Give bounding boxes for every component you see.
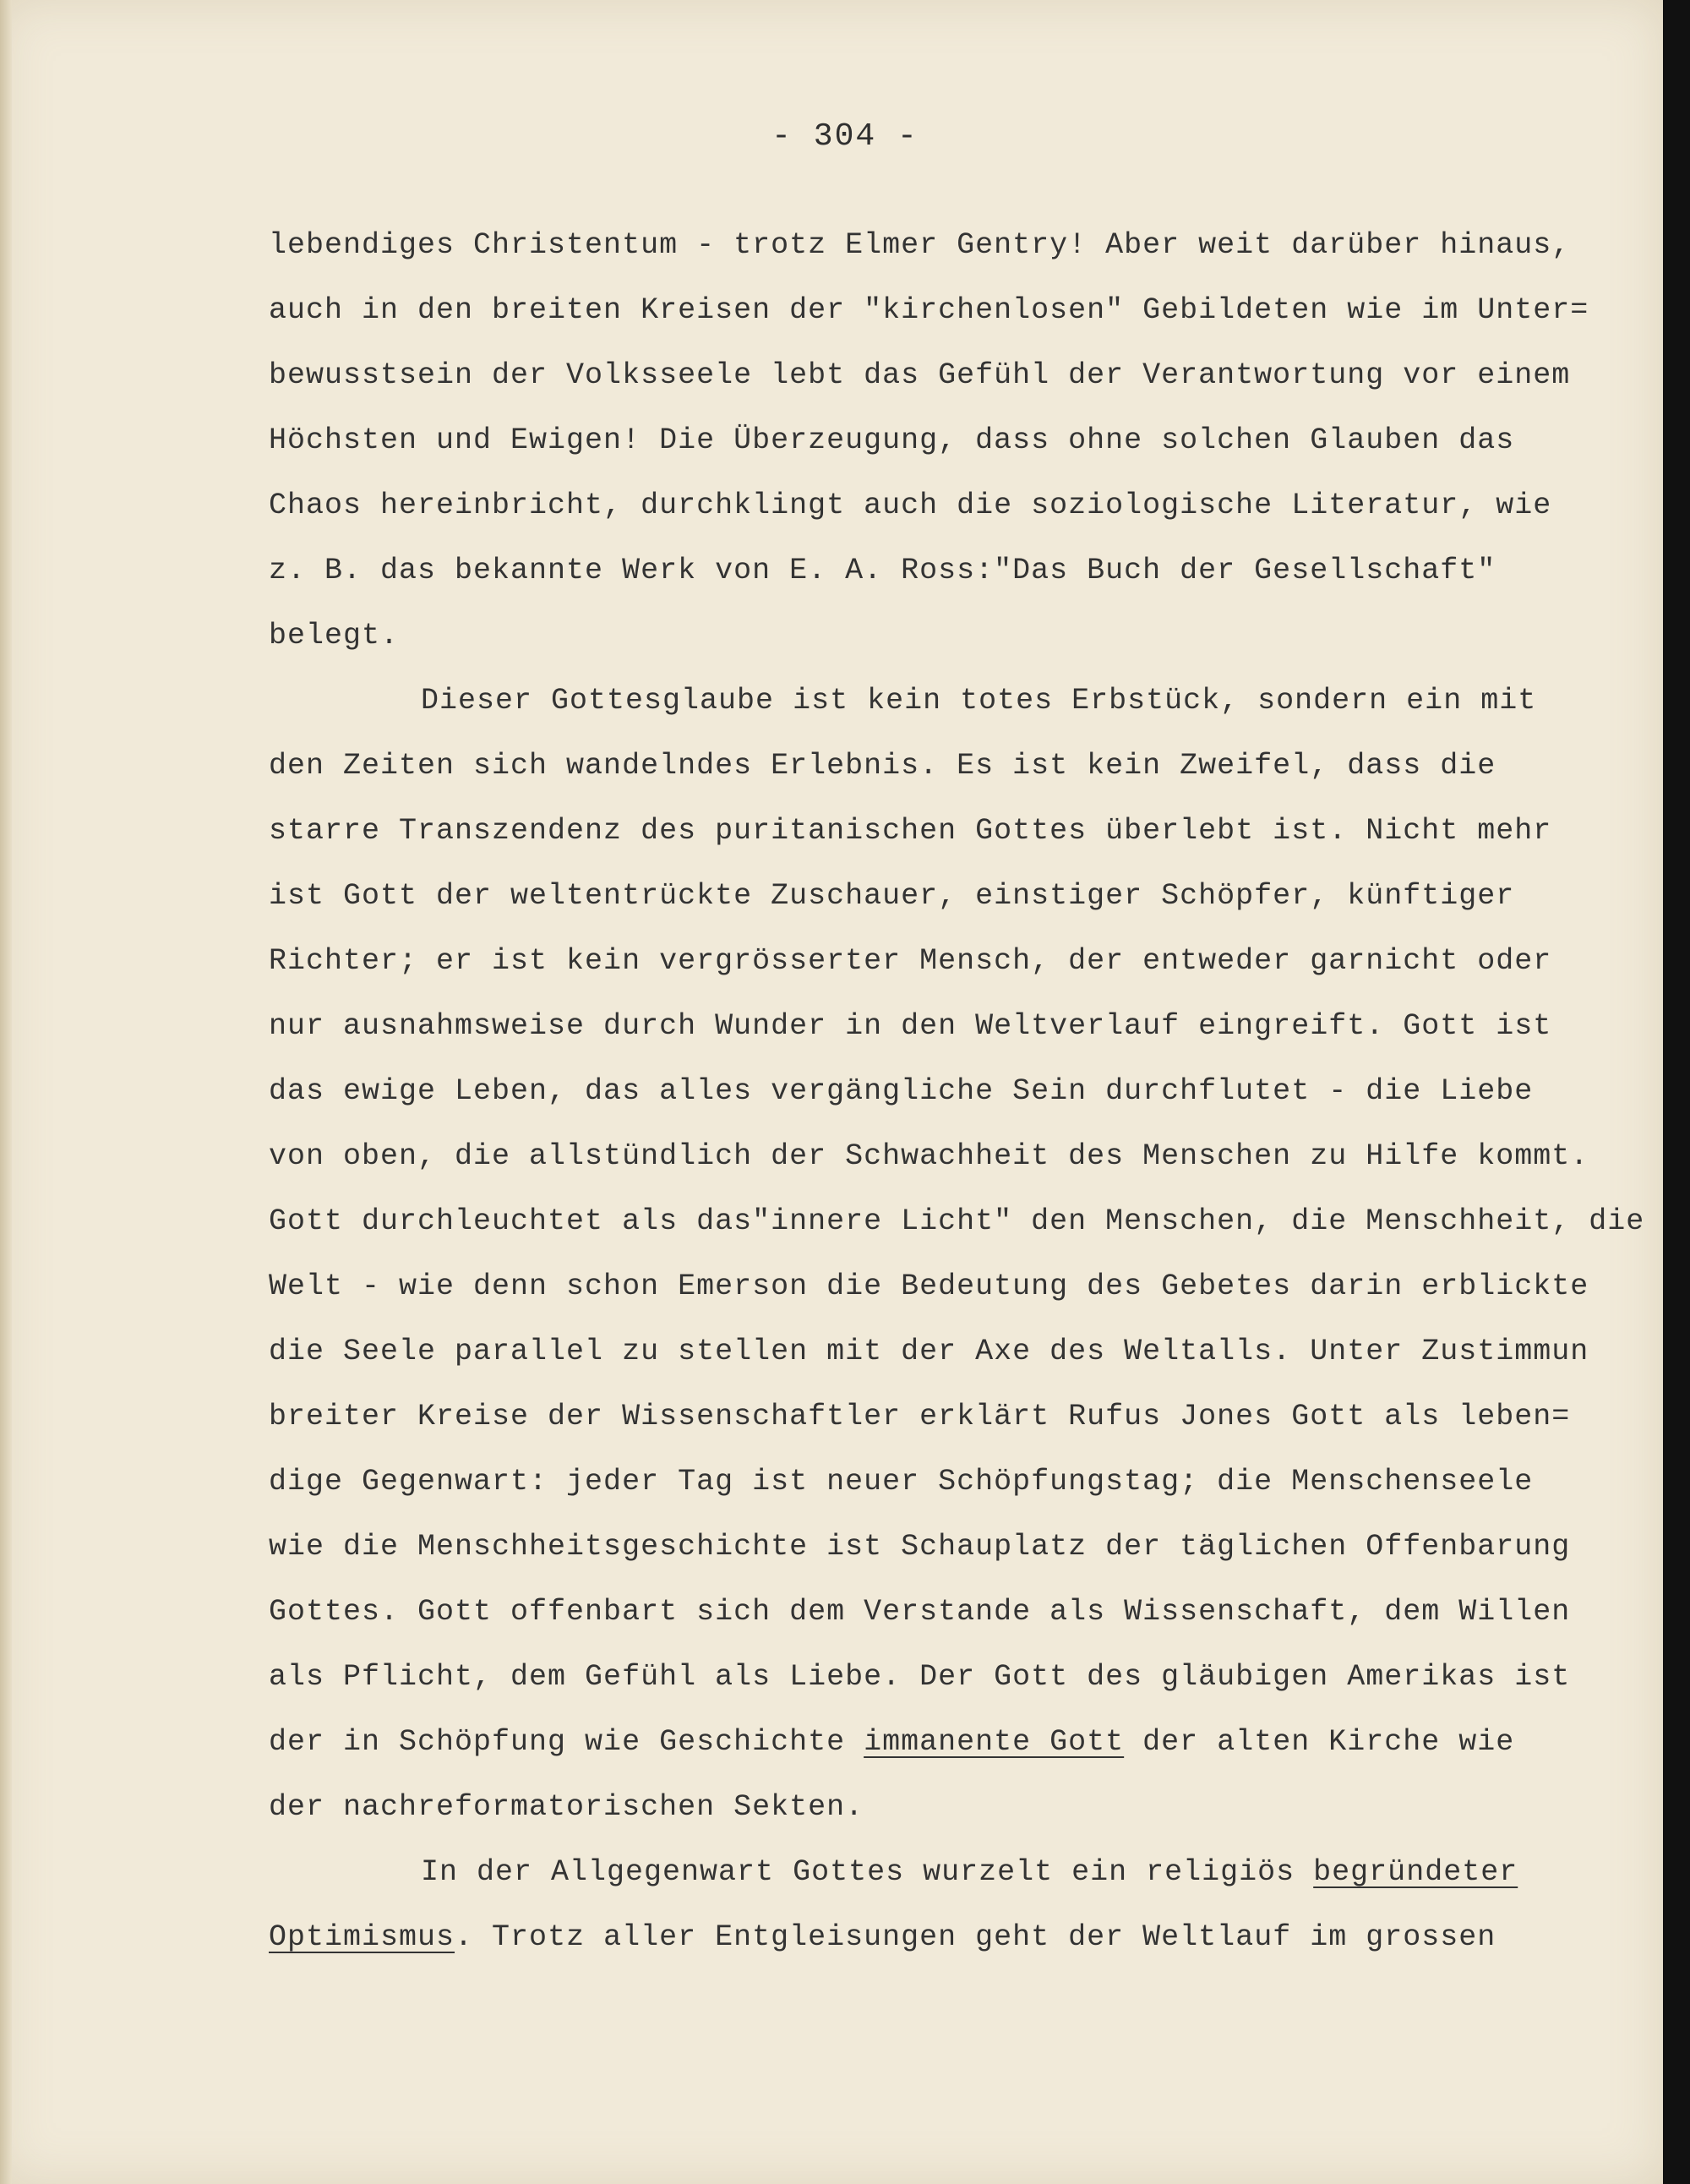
text-line: nur ausnahmsweise durch Wunder in den Weltverlauf eingreift. Gott ist <box>269 1009 1552 1043</box>
text-line: Welt - wie denn schon Emerson die Bedeutung des Gebetes darin erblickte <box>269 1269 1589 1303</box>
underlined-phrase: begründeter <box>1313 1855 1518 1889</box>
text-line: der nachreformatorischen Sekten. <box>269 1790 864 1824</box>
text-fragment: der alten Kirche wie <box>1124 1725 1515 1759</box>
underlined-phrase: Optimismus <box>269 1920 455 1954</box>
text-line: bewusstsein der Volksseele lebt das Gefühl der Verantwortung vor einem <box>269 358 1571 392</box>
text-line: als Pflicht, dem Gefühl als Liebe. Der Gott des gläubigen Amerikas ist <box>269 1660 1571 1694</box>
text-line: den Zeiten sich wandelndes Erlebnis. Es ist kein Zweifel, dass die <box>269 749 1496 783</box>
text-line: Richter; er ist kein vergrösserter Mensch, der entweder garnicht oder <box>269 944 1552 978</box>
text-line <box>269 1840 1621 1905</box>
page-number: - 304 - <box>771 118 919 155</box>
text-line <box>269 1905 1621 1970</box>
underlined-phrase: immanente Gott <box>864 1725 1125 1759</box>
text-fragment: . Trotz aller Entgleisungen geht der Weltlauf im grossen <box>455 1920 1496 1954</box>
text-line: wie die Menschheitsgeschichte ist Schauplatz der täglichen Offenbarung <box>269 1530 1571 1564</box>
text-line <box>269 1710 1621 1775</box>
text-line: von oben, die allstündlich der Schwachheit des Menschen zu Hilfe kommt. <box>269 1139 1589 1173</box>
text-line: Dieser Gottesglaube ist kein totes Erbstück, sondern ein mit <box>421 684 1537 718</box>
text-line: auch in den breiten Kreisen der "kirchenlosen" Gebildeten wie im Unter= <box>269 293 1589 327</box>
text-line: das ewige Leben, das alles vergängliche Sein durchflutet - die Liebe <box>269 1074 1534 1108</box>
text-fragment: In der Allgegenwart Gottes wurzelt ein religiös <box>421 1855 1314 1889</box>
binding-edge <box>0 0 12 2184</box>
text-line: belegt. <box>269 619 400 652</box>
text-line: breiter Kreise der Wissenschaftler erklärt Rufus Jones Gott als leben= <box>269 1400 1571 1433</box>
text-line: starre Transzendenz des puritanischen Gottes überlebt ist. Nicht mehr <box>269 814 1552 848</box>
text-line: Gott durchleuchtet als das"innere Licht" den Menschen, die Menschheit, die <box>269 1204 1645 1238</box>
text-line: lebendiges Christentum - trotz Elmer Gentry! Aber weit darüber hinaus, <box>269 228 1571 262</box>
text-line: Höchsten und Ewigen! Die Überzeugung, dass ohne solchen Glauben das <box>269 423 1515 457</box>
text-fragment: der in Schöpfung wie Geschichte <box>269 1725 864 1759</box>
scan-edge-shadow <box>1663 0 1690 2184</box>
body-text <box>269 213 1645 1970</box>
text-line: Gottes. Gott offenbart sich dem Verstande als Wissenschaft, dem Willen <box>269 1595 1571 1629</box>
text-line: dige Gegenwart: jeder Tag ist neuer Schöpfungstag; die Menschenseele <box>269 1465 1534 1499</box>
text-line: ist Gott der weltentrückte Zuschauer, einstiger Schöpfer, künftiger <box>269 879 1515 913</box>
text-line: die Seele parallel zu stellen mit der Axe des Weltalls. Unter Zustimmun <box>269 1335 1589 1368</box>
text-line: z. B. das bekannte Werk von E. A. Ross:"Das Buch der Gesellschaft" <box>269 554 1496 587</box>
text-line: Chaos hereinbricht, durchklingt auch die soziologische Literatur, wie <box>269 489 1552 522</box>
